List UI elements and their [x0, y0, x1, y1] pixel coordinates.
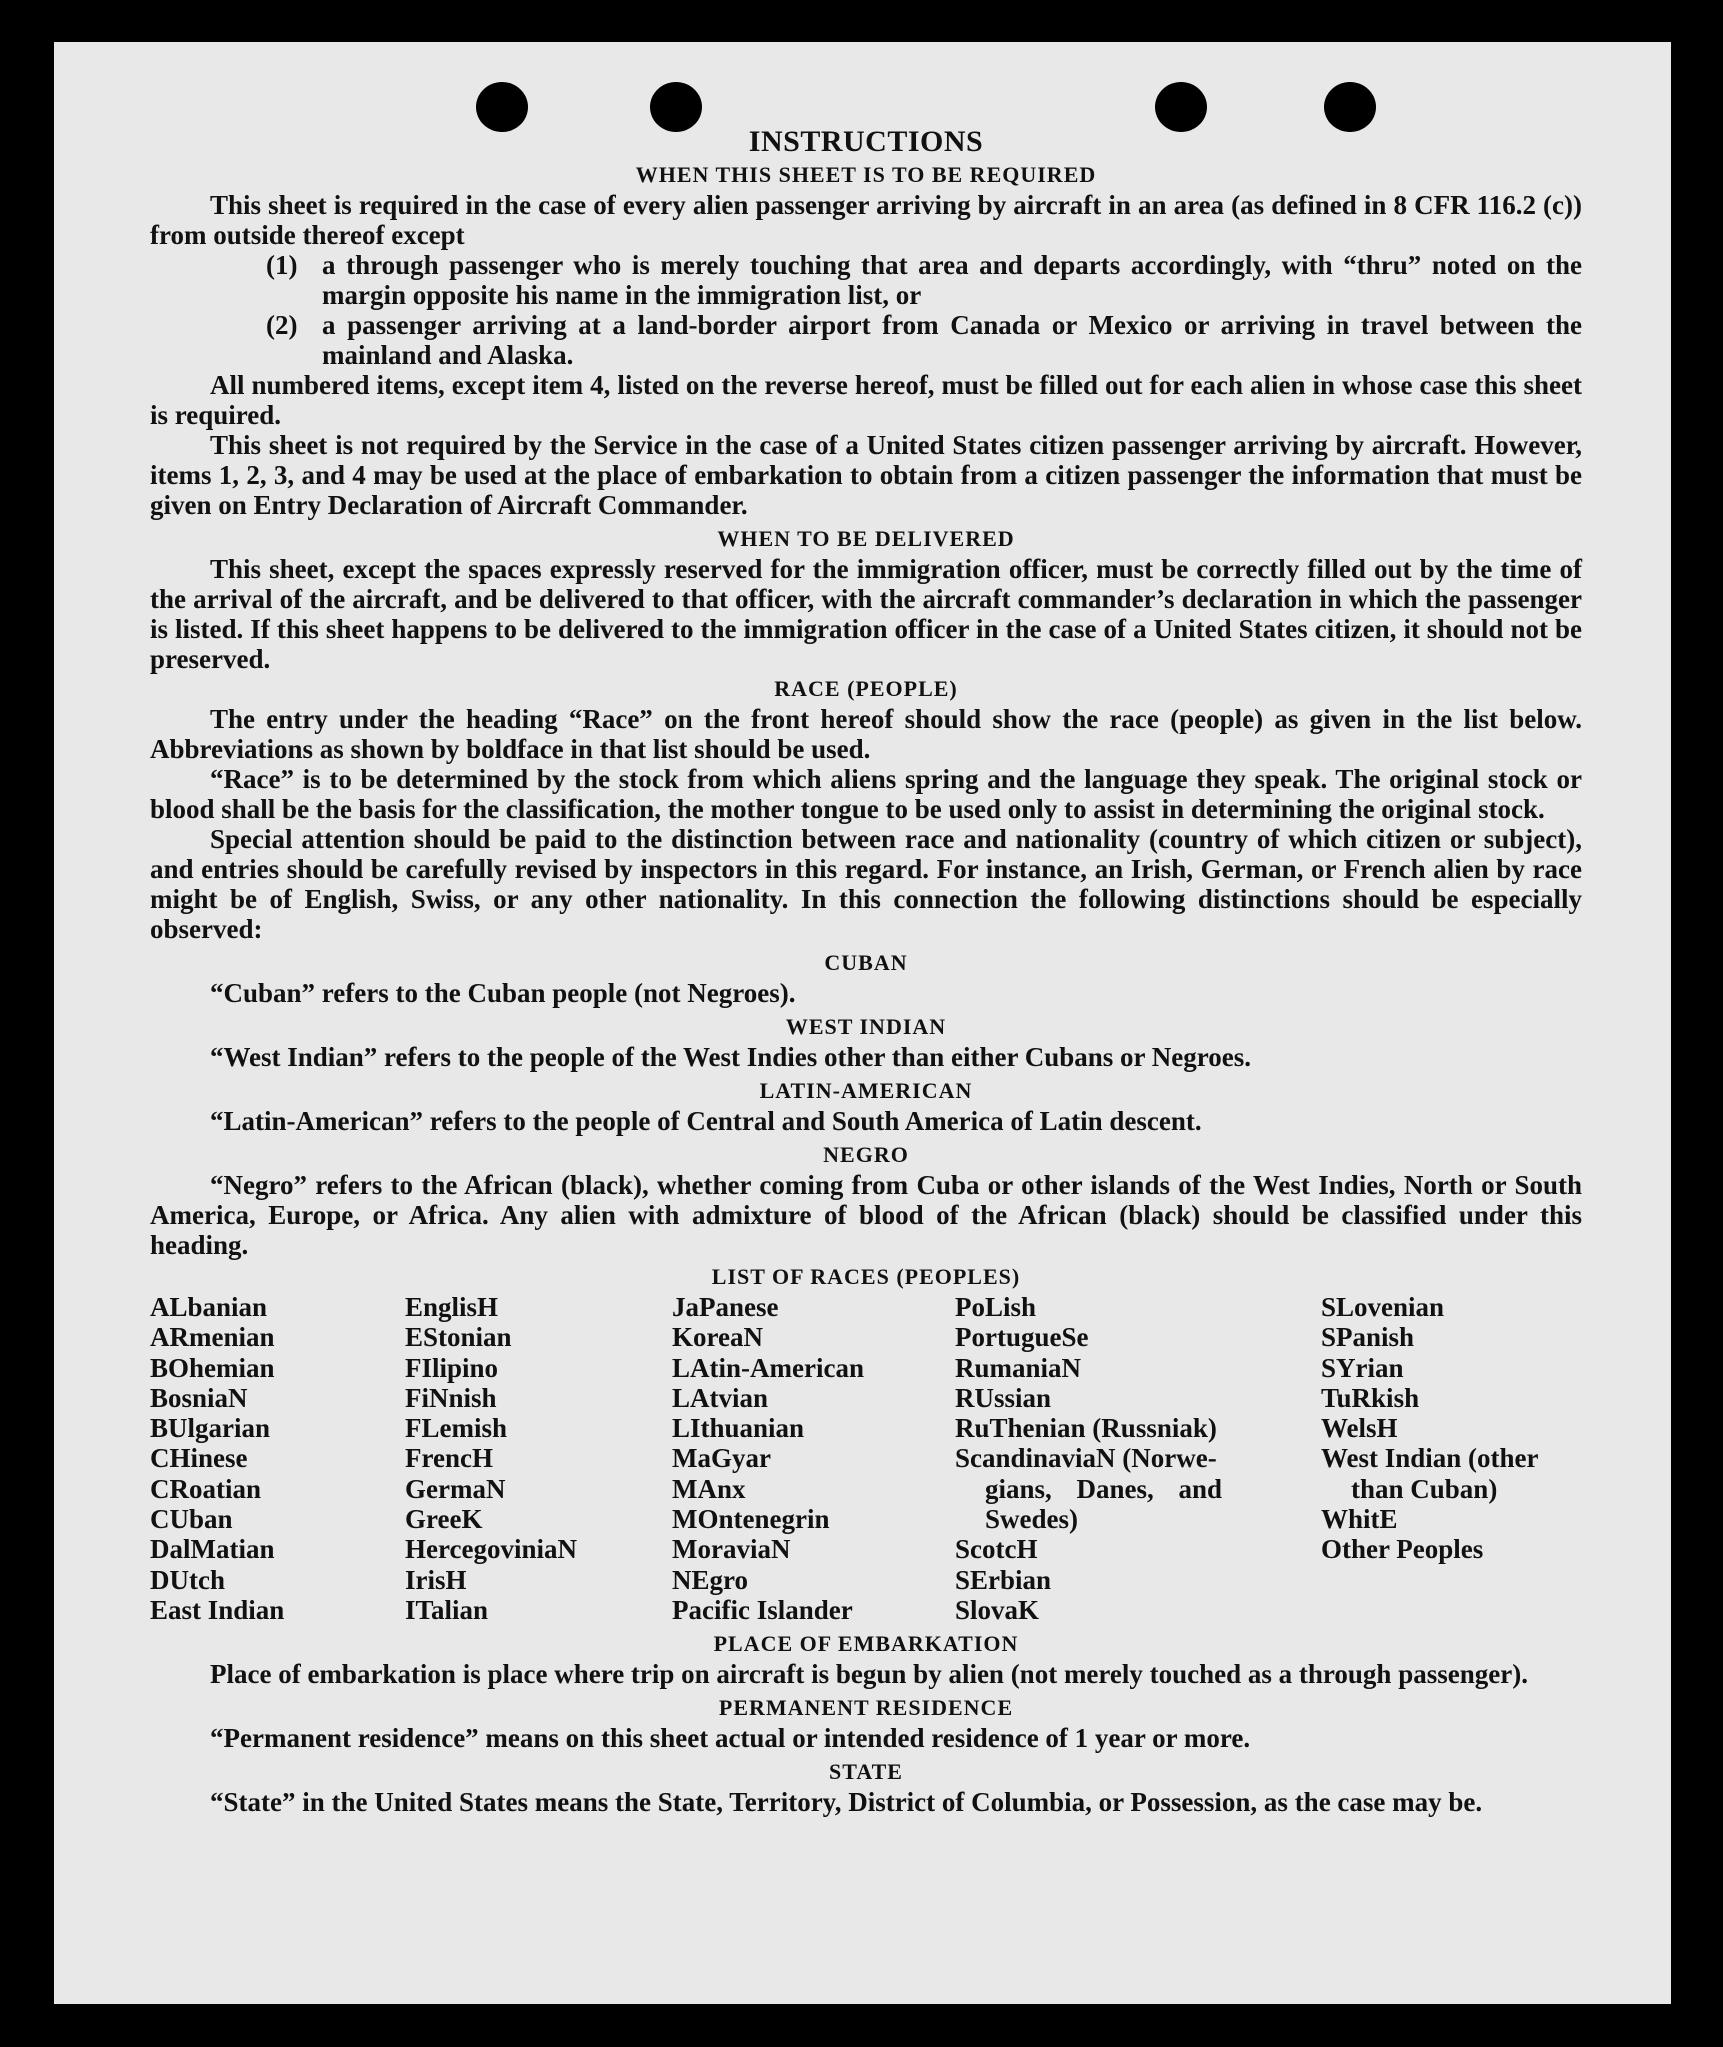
heading-latin-american: LATIN-AMERICAN [759, 1078, 973, 1103]
heading-list-of-races: LIST OF RACES (PEOPLES) [711, 1264, 1021, 1289]
heading-state: STATE [829, 1759, 903, 1785]
item-number: (2) [266, 310, 298, 340]
race-entry: WelsH [1321, 1413, 1398, 1444]
state-text: “State” in the United States means the State, Territory, District of Columbia, or Possession, as the case may be. [210, 1787, 1483, 1818]
embarkation-text: Place of embarkation is place where trip on aircraft is begun by alien (not merely touched as a through passenger). [210, 1659, 1528, 1690]
race-entry: PoLish [955, 1292, 1037, 1322]
race-entry: SPanish [1321, 1322, 1415, 1353]
race-entry: RUssian [955, 1382, 1052, 1413]
race-entry: MoraviaN [672, 1534, 791, 1565]
west-indian-text: “West Indian” refers to the people of the West Indies other than either Cubans or Negroes. [210, 1042, 1252, 1072]
race-para1: The entry under the heading “Race” on the front hereof should show the race (people) as given in the list below. Abbreviations as shown by boldface in that list should be used. [150, 704, 1582, 764]
heading-when-delivered: WHEN TO BE DELIVERED [717, 526, 1015, 551]
when-required-para2: All numbered items, except item 4, listed on the reverse hereof, must be filled out for each alien in whose case this sheet is required. [150, 370, 1582, 430]
race-entry: ScandinaviaN (Norwe- [955, 1443, 1217, 1474]
race-entry-continued: than Cuban) [1351, 1473, 1498, 1504]
race-para2: “Race” is to be determined by the stock from which aliens spring and the language they speak. The original stock or blood shall be the basis for the classification, the mother tongue to be used only to assist in determining the original stock. [150, 764, 1582, 824]
race-column-4 [955, 1292, 1321, 1625]
race-entry: BUlgarian [150, 1413, 271, 1444]
heading-race: RACE (PEOPLE) [774, 676, 958, 701]
race-column-3 [672, 1292, 955, 1625]
race-entry: JaPanese [672, 1292, 779, 1322]
race-entry: MAnx [672, 1473, 746, 1504]
item-number: (1) [266, 250, 298, 280]
race-entry: West Indian (other [1321, 1443, 1539, 1474]
race-entry: RumaniaN [955, 1352, 1082, 1383]
race-entry: LIthuanian [672, 1413, 805, 1444]
race-entry: GermaN [405, 1473, 506, 1504]
item-text: a passenger arriving at a land-border airport from Canada or Mexico or arriving in travel between the mainland and Alaska. [322, 310, 1582, 370]
instructions-content [150, 124, 1582, 1817]
race-entry: LAtin-American [672, 1352, 864, 1383]
race-entry: CRoatian [150, 1473, 262, 1504]
when-required-para3: This sheet is not required by the Service in the case of a United States citizen passenger arriving by aircraft. However, items 1, 2, 3, and 4 may be used at the place of embarkation to obtain from a citizen passenger the information that must be given on Entry Declaration of Aircraft Commander. [150, 430, 1582, 520]
race-column-2 [405, 1292, 672, 1625]
race-entry: Pacific Islander [672, 1594, 853, 1625]
race-column-5 [1321, 1292, 1581, 1625]
race-entry: NEgro [672, 1564, 749, 1595]
page-title: INSTRUCTIONS [748, 125, 984, 158]
race-column-1 [150, 1292, 405, 1625]
race-entry: SYrian [1321, 1352, 1404, 1383]
race-entry: HercegoviniaN [405, 1534, 577, 1565]
item-text: a through passenger who is merely touching that area and departs accordingly, with “thru” noted on the margin opposite his name in the immigration list, or [322, 250, 1582, 310]
race-entry: FiNnish [405, 1382, 497, 1413]
race-entry: ARmenian [150, 1322, 275, 1353]
race-entry: MOntenegrin [672, 1504, 830, 1535]
race-entry: LAtvian [672, 1382, 769, 1413]
document-page [54, 42, 1671, 2004]
race-entry: KoreaN [672, 1322, 763, 1353]
race-entry: CUban [150, 1504, 233, 1535]
heading-cuban: CUBAN [824, 950, 908, 975]
race-entry: EnglisH [405, 1292, 499, 1322]
race-entry-continued: Swedes) [985, 1504, 1078, 1535]
race-entry: FLemish [405, 1413, 508, 1444]
exception-item-2 [266, 310, 1582, 370]
heading-west-indian: WEST INDIAN [785, 1014, 947, 1039]
race-entry-continued: gians, Danes, and [985, 1473, 1223, 1504]
race-entry: SLovenian [1321, 1292, 1445, 1322]
race-entry: BosniaN [150, 1382, 248, 1413]
race-entry: ITalian [405, 1594, 489, 1625]
race-entry: IrisH [405, 1564, 467, 1595]
residence-text: “Permanent residence” means on this sheet actual or intended residence of 1 year or more. [210, 1723, 1251, 1754]
race-entry: ScotcH [955, 1534, 1038, 1565]
race-entry: RuThenian (Russniak) [955, 1413, 1217, 1444]
heading-embarkation: PLACE OF EMBARKATION [713, 1631, 1019, 1657]
race-entry: MaGyar [672, 1443, 771, 1474]
race-entry: East Indian [150, 1594, 285, 1625]
race-entry: DalMatian [150, 1534, 275, 1565]
race-entry: CHinese [150, 1443, 248, 1474]
race-entry: ALbanian [150, 1292, 268, 1322]
heading-when-required: WHEN THIS SHEET IS TO BE REQUIRED [635, 162, 1097, 187]
race-list [150, 1292, 1582, 1625]
when-required-intro: This sheet is required in the case of every alien passenger arriving by aircraft in an area (as defined in 8 CFR 116.2 (c)) from outside thereof except [150, 190, 1582, 250]
heading-permanent-residence: PERMANENT RESIDENCE [718, 1695, 1014, 1721]
race-entry: FrencH [405, 1443, 493, 1474]
race-para3: Special attention should be paid to the distinction between race and nationality (country of which citizen or subject), and entries should be carefully revised by inspectors in this regard. For instance, an Irish, German, or French alien by race might be of English, Swiss, or any other nationality. In this connection the following distinctions should be especially observed: [150, 824, 1582, 944]
race-entry: PortugueSe [955, 1322, 1089, 1353]
exception-item-1 [266, 250, 1582, 310]
heading-negro: NEGRO [823, 1142, 909, 1167]
when-delivered-text: This sheet, except the spaces expressly reserved for the immigration officer, must be correctly filled out by the time of the arrival of the aircraft, and be delivered to that officer, with the aircraft commander’s declaration in which the passenger is listed. If this sheet happens to be delivered to the immigration officer in the case of a United States citizen, it should not be preserved. [150, 554, 1582, 674]
race-entry: DUtch [150, 1564, 225, 1595]
negro-text: “Negro” refers to the African (black), whether coming from Cuba or other islands of the West Indies, North or South America, Europe, or Africa. Any alien with admixture of blood of the African (black) should be classified under this heading. [150, 1170, 1582, 1260]
cuban-text: “Cuban” refers to the Cuban people (not Negroes). [210, 978, 796, 1008]
race-entry: Other Peoples [1321, 1534, 1484, 1565]
race-entry: SErbian [955, 1564, 1052, 1595]
race-entry: FIlipino [405, 1352, 499, 1383]
race-entry: WhitE [1321, 1504, 1398, 1535]
race-entry: EStonian [405, 1322, 512, 1353]
race-entry: TuRkish [1321, 1382, 1420, 1413]
race-entry: BOhemian [150, 1352, 275, 1383]
latin-american-text: “Latin-American” refers to the people of Central and South America of Latin descent. [210, 1106, 1202, 1136]
race-entry: GreeK [405, 1504, 483, 1535]
race-entry: SlovaK [955, 1594, 1040, 1625]
